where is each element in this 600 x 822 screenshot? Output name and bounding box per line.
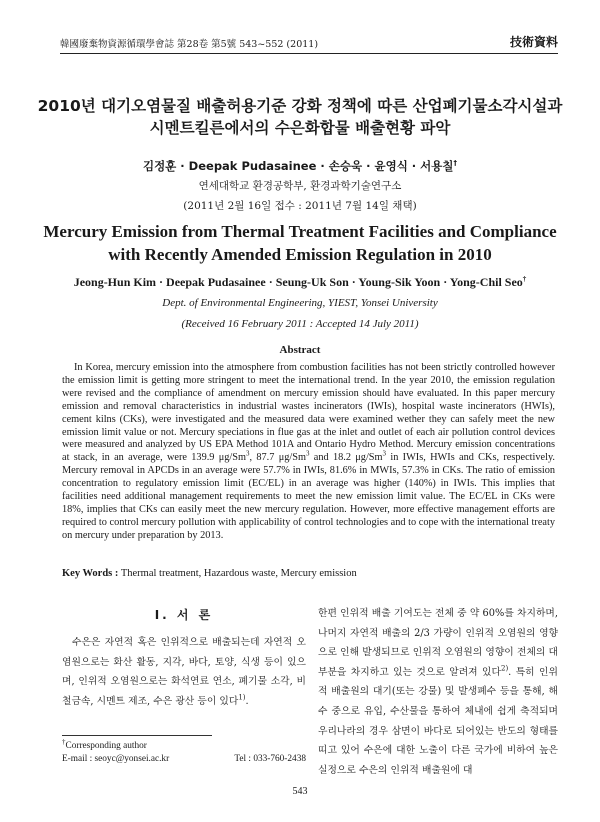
journal-citation: 韓國廢棄物資源循環學會誌 第28卷 第5號 543~552 (2011) [60, 39, 319, 50]
title-korean-line2: 시멘트킬른에서의 수은화합물 배출현황 파악 [149, 119, 451, 137]
authors-english [0, 275, 600, 290]
affiliation-english: Dept. of Environmental Engineering, YIEST, Yonsei University [162, 297, 438, 309]
right-column [318, 604, 558, 780]
corresponding-mark: † [453, 159, 458, 168]
title-english-line2: with Recently Amended Emission Regulation in 2010 [108, 245, 492, 264]
keywords [62, 568, 555, 579]
left-column [62, 606, 306, 711]
intro-paragraph-right [318, 604, 558, 780]
authors-korean-names: 김정훈 · Deepak Pudasainee · 손승욱 · 윤영식 · 서용칠 [142, 159, 454, 173]
abstract-text-3: and 18.2 μg/Sm [309, 452, 383, 464]
abstract-text-4: in IWIs, HWIs and CKs, respectively. Mercury removal in APCDs in an average were 57.7% in IWIs, 81.6% in MWIs, 57.3% in CKs. The ratio of emission concentration to regulatory emission limit (EC/EL) in an average was higher (140%) in IWIs. This implies that facilities need additional management requirements to meet the new emission limit value. The EC/EL in CKs were 18%, implies that CKs can easily meet the new mercury regulation. However, more effective management efforts are required to control mercury pollution with applicability of control technologies and to cope with the international treaty on mercury under preparation by 2013. [62, 452, 556, 541]
running-header [60, 33, 558, 50]
abstract-heading: Abstract [279, 344, 321, 356]
intro-left-ref: 1) [238, 693, 246, 702]
footnote-mark: † [62, 737, 66, 746]
keywords-label: Key Words : [62, 568, 119, 579]
footnote-rule [62, 735, 212, 736]
authors-korean [0, 158, 600, 174]
keywords-text: Thermal treatment, Hazardous waste, Mercury emission [120, 568, 357, 579]
abstract-sup-2: 3 [305, 449, 310, 458]
footnote [62, 737, 306, 765]
intro-left-text: 수은은 자연적 혹은 인위적으로 배출되는데 자연적 오염원으로는 화산 활동, 지각, 바다, 토양, 식생 등이 있으며, 인위적 오염원으로는 화석연료 연소, 폐기물 소각, 비철금속, 시멘트 제조, 수은 광산 등이 있다 [62, 637, 306, 707]
abstract-body [62, 362, 555, 543]
footnote-tel: Tel : 033-760-2438 [234, 753, 306, 764]
intro-right-text-a: 한편 인위적 배출 기여도는 전체 중 약 60%를 차지하며, 나머지 자연적 배출의 2/3 가량이 인위적 오염원의 영향으로 인해 발생되므로 인위적 오염원의 영향이 전체의 대부분을 차지하고 있는 것으로 알려져 있다 [318, 608, 558, 678]
dates-korean: (2011년 2월 16일 접수 : 2011년 7월 14일 채택) [183, 200, 417, 212]
intro-left-end: . [245, 695, 249, 707]
footnote-email: E-mail : seoyc@yonsei.ac.kr [62, 753, 170, 764]
abstract-text-2: , 87.7 μg/Sm [249, 452, 306, 464]
section-label: 技術資料 [509, 35, 558, 49]
title-english-line1: Mercury Emission from Thermal Treatment Facilities and Compliance [43, 222, 557, 241]
intro-right-text-b: . 특히 인위적 배출원의 대기(또는 강물) 및 발생폐수 등을 통해, 해수 중으로 유입, 수산물을 통하여 체내에 쉽게 축적되며 우리나라의 경우 삼면이 바다로 되어있는 반도의 형태를 띠고 있어 수은에 대한 노출이 다른 국가에 비하여 높은 실정으로 수은의 인위적 배출원에 대 [318, 666, 558, 776]
title-korean-line1: 2010년 대기오염물질 배출허용기준 강화 정책에 따른 산업폐기물소각시설과 [37, 97, 563, 115]
dates-english: (Received 16 February 2011 : Accepted 14 July 2011) [181, 318, 419, 330]
abstract-sup-1: 3 [246, 449, 250, 458]
title-korean [0, 95, 600, 139]
affiliation-korean: 연세대학교 환경공학부, 환경과학기술연구소 [198, 180, 402, 192]
section-heading-introduction: I. 서 론 [154, 608, 214, 622]
authors-english-names: Jeong-Hun Kim · Deepak Pudasainee · Seung-Uk Son · Young-Sik Yoon · Yong-Chil Seo [73, 275, 523, 289]
title-english [0, 220, 600, 266]
page-number: 543 [292, 786, 308, 797]
abstract-sup-3: 3 [382, 449, 387, 458]
intro-paragraph-left [62, 633, 306, 711]
footnote-label: Corresponding author [65, 741, 147, 751]
corresponding-mark-en: † [522, 275, 527, 283]
header-rule [60, 53, 558, 54]
abstract-text-1: In Korea, mercury emission into the atmosphere from combustion facilities has not been strictly controlled however the emission limit is getting more stringent to meet the international trend. In the year 2010, the emission regulation were revised and the compliance of amendment on mercury emission should have evaluated. In this paper mercury emission and removal characteristics in industrial wastes incinerators (IWIs), hospital waste incinerators (HWIs), cement kilns (CKs), were investigated and the measured data were examined wether they can safely meet the new emission limit value or not. Mercury speciations in flue gas at the inlet and outlet of each air pollution control devices were measured and analyzed by US EPA Method 101A and Ontario Hydro Method. Mercury emission concentrations at stack, in an average, were 139.9 μg/Sm [62, 362, 555, 464]
intro-right-ref: 2) [500, 664, 509, 673]
